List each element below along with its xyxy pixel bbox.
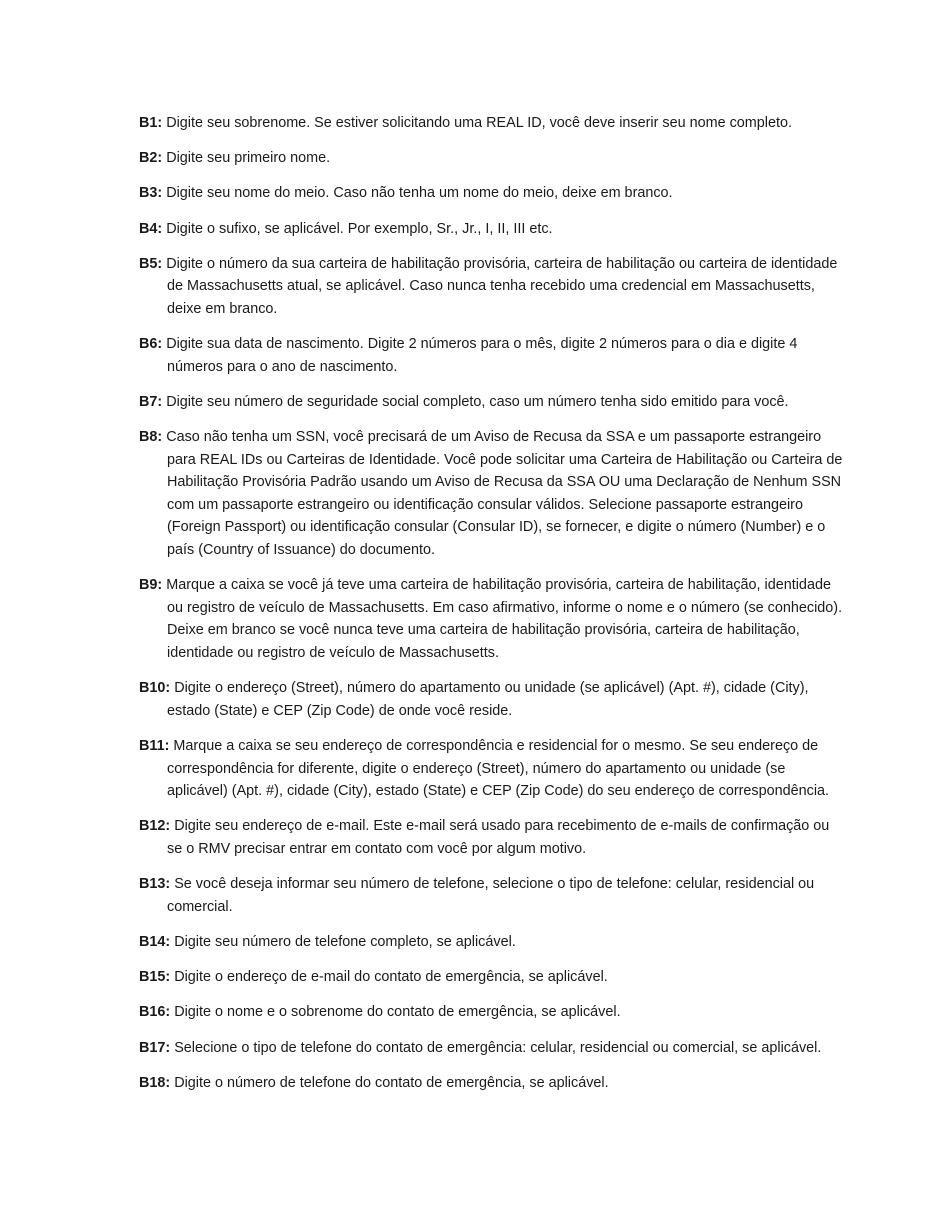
item-label: B17: xyxy=(139,1039,171,1056)
item-label: B1: xyxy=(139,115,163,131)
instruction-item-b16 xyxy=(139,1001,843,1024)
item-label: B18: xyxy=(139,1074,171,1091)
item-label: B10: xyxy=(139,680,171,697)
item-text: Digite sua data de nascimento. Digite 2 números para o mês, digite 2 números para o dia e digite 4 números para o ano de nascimento. xyxy=(166,336,798,375)
item-label: B12: xyxy=(139,818,171,835)
item-label: B7: xyxy=(139,393,163,410)
instructions-page xyxy=(139,112,843,1107)
instruction-item-b7 xyxy=(139,391,843,414)
item-text: Digite o sufixo, se aplicável. Por exemplo, Sr., Jr., I, II, III etc. xyxy=(166,220,553,237)
instruction-item-b12 xyxy=(139,815,843,860)
item-label: B14: xyxy=(139,933,171,950)
item-label: B3: xyxy=(139,185,163,202)
item-label: B11: xyxy=(139,738,170,754)
instruction-item-b1 xyxy=(139,112,843,135)
instruction-item-b3 xyxy=(139,182,843,205)
item-text: Digite o endereço (Street), número do apartamento ou unidade (se aplicável) (Apt. #), cidade (City), estado (State) e CEP (Zip Code) de onde você reside. xyxy=(167,680,809,719)
item-text: Digite o endereço de e-mail do contato de emergência, se aplicável. xyxy=(174,969,608,986)
instruction-item-b4 xyxy=(139,218,843,241)
instruction-item-b6 xyxy=(139,333,843,378)
instruction-item-b14 xyxy=(139,931,843,954)
item-text: Digite seu número de seguridade social completo, caso um número tenha sido emitido para você. xyxy=(166,393,789,410)
item-label: B8: xyxy=(139,429,163,446)
item-text: Digite seu número de telefone completo, se aplicável. xyxy=(174,933,516,950)
instruction-item-b18 xyxy=(139,1072,843,1095)
item-label: B6: xyxy=(139,336,163,353)
instruction-item-b11 xyxy=(139,735,843,803)
item-text: Digite seu endereço de e-mail. Este e-mail será usado para recebimento de e-mails de confirmação ou se o RMV precisar entrar em contato com você por algum motivo. xyxy=(167,818,830,857)
item-text: Caso não tenha um SSN, você precisará de um Aviso de Recusa da SSA e um passaporte estrangeiro para REAL IDs ou Carteiras de Identidade. Você pode solicitar uma Carteira de Habilitação ou Carteira de Habilitação Provisória Padrão usando um Aviso de Recusa da SSA OU uma Declaração de Nenhum SSN com um passaporte estrangeiro ou identificação consular válidos. Selecione passaporte estrangeiro (Foreign Passport) ou identificação consular (Consular ID), se fornecer, e digite o número (Number) e o país (Country of Issuance) do documento. xyxy=(166,429,843,559)
item-text: Digite seu sobrenome. Se estiver solicitando uma REAL ID, você deve inserir seu nome completo. xyxy=(166,115,792,131)
item-label: B9: xyxy=(139,577,163,594)
item-text: Se você deseja informar seu número de telefone, selecione o tipo de telefone: celular, residencial ou comercial. xyxy=(167,876,815,915)
item-text: Digite seu primeiro nome. xyxy=(166,150,331,167)
item-text: Digite o nome e o sobrenome do contato de emergência, se aplicável. xyxy=(174,1004,621,1021)
instruction-item-b13 xyxy=(139,873,843,918)
instruction-item-b2 xyxy=(139,147,843,170)
instruction-item-b15 xyxy=(139,966,843,989)
item-text: Digite o número da sua carteira de habilitação provisória, carteira de habilitação ou carteira de identidade de Massachusetts atual, se aplicável. Caso nunca tenha recebido uma credencial em Massachusetts, deixe em branco. xyxy=(166,255,838,317)
instruction-item-b9 xyxy=(139,574,843,664)
item-text: Selecione o tipo de telefone do contato de emergência: celular, residencial ou comercial, se aplicável. xyxy=(174,1039,822,1056)
item-text: Digite o número de telefone do contato de emergência, se aplicável. xyxy=(174,1074,609,1091)
item-label: B16: xyxy=(139,1004,171,1021)
item-label: B5: xyxy=(139,255,163,272)
item-text: Marque a caixa se seu endereço de correspondência e residencial for o mesmo. Se seu endereço de correspondência for diferente, digite o endereço (Street), número do apartamento ou unidade (se aplicável) (Apt. #), cidade (City), estado (State) e CEP (Zip Code) do seu endereço de correspondência. xyxy=(167,738,830,800)
instruction-item-b5 xyxy=(139,253,843,321)
item-label: B2: xyxy=(139,150,163,167)
instruction-item-b10 xyxy=(139,677,843,722)
item-label: B13: xyxy=(139,876,171,893)
item-label: B4: xyxy=(139,220,163,237)
item-text: Marque a caixa se você já teve uma carteira de habilitação provisória, carteira de habilitação, identidade ou registro de veículo de Massachusetts. Em caso afirmativo, informe o nome e o número (se conhecido). Deixe em branco se você nunca teve uma carteira de habilitação provisória, carteira de habilitação, identidade ou registro de veículo de Massachusetts. xyxy=(166,577,843,662)
instruction-item-b17 xyxy=(139,1037,843,1060)
instruction-item-b8 xyxy=(139,426,843,562)
item-label: B15: xyxy=(139,969,171,986)
item-text: Digite seu nome do meio. Caso não tenha um nome do meio, deixe em branco. xyxy=(166,185,673,202)
